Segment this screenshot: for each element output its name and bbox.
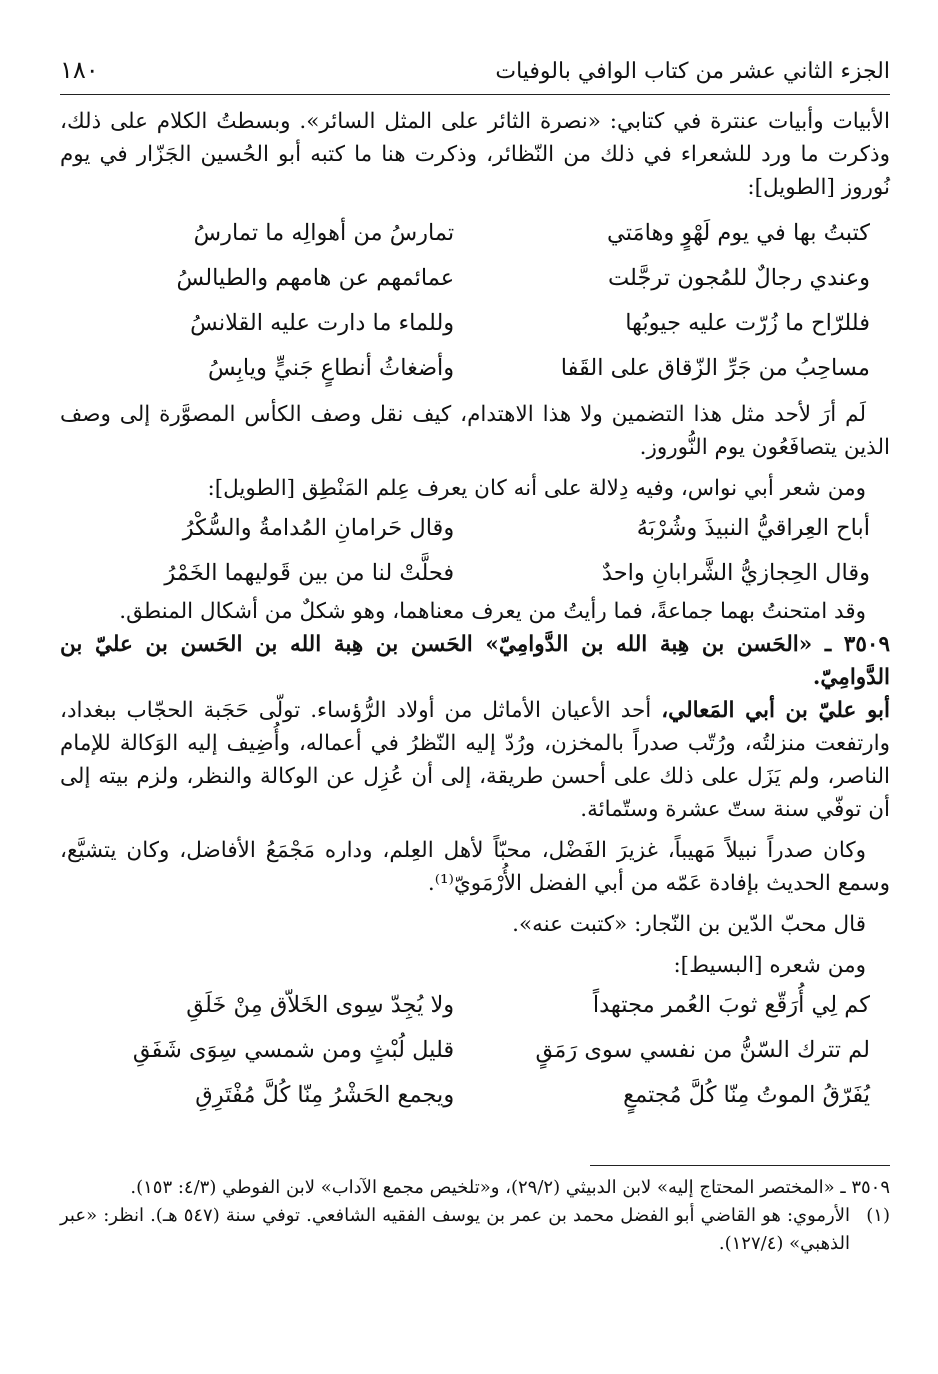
verse-line <box>60 210 890 255</box>
verse-hemistich-2: ويجمع الحَشْرُ مِنّا كُلَّ مُفْتَرِقِ <box>195 1081 455 1108</box>
verse-line <box>60 345 890 390</box>
verse-hemistich-1: وعندي رجالٌ للمُجون ترجَّلت <box>607 264 870 291</box>
verse-hemistich-1: لم تترك السّنُّ من نفسي سوى رَمَقٍ <box>535 1036 870 1063</box>
verse-line <box>60 982 890 1027</box>
paragraph-5-text: أحد الأعيان الأماثل من أولاد الرُّؤساء. تولّى حَجَبة الحجّاب ببغداد، وارتفعت منزلتُه، ورُتّب صدراً بالمخزن، ورُدّ إليه النّظرُ في أعماله، وأُضِيف إليه الوَكالة للإمام الناصر، ولم يَزَل على ذلك على أحسن طريقة، إلى أن عُزِل عن الوكالة والنظر، ولزم بيته إلى أن توفّي سنة ستّ عشرة وستّمائة. <box>60 698 890 822</box>
verse-hemistich-2: عمائمهم عن هامهم والطيالسُ <box>176 264 455 291</box>
verse-hemistich-2: وللماء ما دارت عليه القلانسُ <box>190 309 455 336</box>
page-header <box>60 50 890 95</box>
paragraph-7: قال محبّ الدّين بن النّجار: «كتبت عنه». <box>512 912 866 937</box>
footnote-1-mark: (١) <box>866 1205 890 1226</box>
footnote-1-text: الأرموي: هو القاضي أبو الفضل محمد بن عمر بن يوسف الفقيه الشافعي. توفي سنة (٥٤٧ هـ). انظر: «عبر الذهبي» (١٢٧/٤). <box>60 1205 850 1254</box>
verse-hemistich-2: وقال حَرامانِ المُدامةُ والسُّكْرُ <box>182 514 455 541</box>
entry-heading: ٣٥٠٩ ـ «الحَسن بن هِبة الله بن الدَّوامِيّ» الحَسن بن هِبة الله بن الحَسن بن عليّ بن الدَّوامِيّ. <box>60 632 890 690</box>
verse-hemistich-1: كتبتُ بها في يوم لَهْوٍ وهامَتي <box>607 219 870 246</box>
footnote-divider <box>590 1165 890 1166</box>
footnote-1 <box>60 1202 890 1258</box>
verse-line <box>60 300 890 345</box>
paragraph-1: الأبيات وأبيات عنترة في كتابي: «نصرة الثائر على المثل السائر». وبسطتُ الكلام على ذلك، وذكرت ما ورد للشعراء في ذلك من النّظائر، وذكرت هنا ما كتبه أبو الحُسين الجَزّار في يوم نُوروز [الطويل]: <box>60 109 890 200</box>
paragraph-8: ومن شعره [البسيط]: <box>673 953 866 978</box>
verse-line <box>60 1072 890 1117</box>
verses-block-2 <box>60 505 890 595</box>
verse-line <box>60 1027 890 1072</box>
verse-line <box>60 550 890 595</box>
verse-hemistich-1: يُفَرّقُ الموتُ مِنّا كُلَّ مُجتمعٍ <box>623 1081 870 1108</box>
verse-line <box>60 505 890 550</box>
verse-hemistich-2: وأضغاثُ أنطاعٍ جَنيٍّ ويابِسُ <box>207 354 455 381</box>
page-number: ١٨٠ <box>60 56 99 84</box>
running-title: الجزء الثاني عشر من كتاب الوافي بالوفيات <box>495 59 890 84</box>
verses-block-3 <box>60 982 890 1117</box>
verse-line <box>60 255 890 300</box>
verse-hemistich-1: أباح العِراقيُّ النبيذَ وشُرْبَهُ <box>636 514 870 541</box>
verse-hemistich-1: وقال الحِجازيُّ الشَّرابانِ واحدٌ <box>601 559 870 586</box>
paragraph-2: لَم أرَ لأحد مثل هذا التضمين ولا هذا الاهتدام، كيف نقل وصف الكأس المصوَّرة إلى وصف الذين يتصافَعُون يوم النُّوروز. <box>60 402 890 460</box>
verse-hemistich-2: فحلَّتْ لنا من بين قَوليهما الخَمْرُ <box>164 559 455 586</box>
verse-hemistich-2: تمارسُ من أهوالِه ما تمارسُ <box>193 219 455 246</box>
book-page <box>60 50 890 1258</box>
verse-hemistich-2: ولا يُجِدّ سِوى الخَلاّق مِنْ خَلَقِ <box>186 991 455 1018</box>
verse-hemistich-2: قليل لُبْثٍ ومن شمسي سِوَى شَفَقِ <box>132 1036 455 1063</box>
paragraph-6: وكان صدراً نبيلاً مَهيباً، غزيرَ الفَضْل، محبّاً لأهل العِلم، وداره مَجْمَعُ الأفاضل، وكان يتشيَّع، وسمع الحديث بإفادة عَمّه من أبي الفضل الأُرْمَويّ⁽¹⁾. <box>60 838 890 896</box>
verse-hemistich-1: كم لِي أُرَقّع ثوبَ العُمر مجتهداً <box>592 991 870 1018</box>
footnote-source: ٣٥٠٩ ـ «المختصر المحتاج إليه» لابن الدبيثي (٢٩/٢)، و«تلخيص مجمع الآداب» لابن الفوطي (٤/٣: ١٥٣). <box>130 1177 890 1198</box>
paragraph-4: وقد امتحنتُ بهما جماعةً، فما رأيتُ من يعرف معناهما، وهو شكلٌ من أشكال المنطق. <box>119 599 866 624</box>
paragraph-3: ومن شعر أبي نواس، وفيه دِلالة على أنه كان يعرف عِلم المَنْطِق [الطويل]: <box>207 476 866 501</box>
verse-hemistich-1: مساحِبُ من جَرِّ الزّقاق على القَفا <box>560 354 870 381</box>
verse-hemistich-1: فللرّاح ما زُرّت عليه جيوبُها <box>625 309 870 336</box>
verses-block-1 <box>60 210 890 390</box>
paragraph-5 <box>60 694 890 826</box>
entry-name: أبو عليّ بن أبي المَعالي، <box>661 698 891 723</box>
